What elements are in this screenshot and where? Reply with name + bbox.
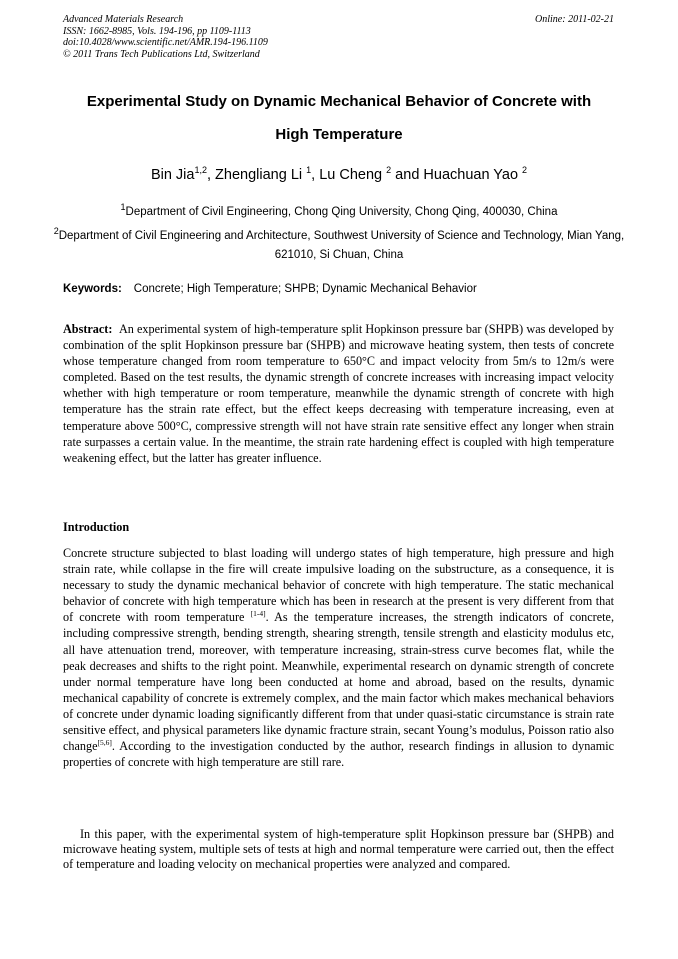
- introduction-paragraph-1: [63, 545, 614, 770]
- abstract-label: Abstract:: [63, 322, 113, 336]
- doi-line[interactable]: doi:10.4028/www.scientific.net/AMR.194-196.1109: [63, 37, 268, 48]
- intro-text: Concrete structure subjected to blast loading will undergo states of high temperature, high pressure and high strain rate, while collapse in the fire will create impulsive loading on the substructure, as a consequence, it is necessary to study the dynamic mechanical behavior of concrete with high temperature. The static mechanical behavior of concrete with high temperature which has been in research at the present is very different from that of concrete with room temperature: [63, 546, 614, 625]
- journal-header: [63, 14, 268, 60]
- affiliation-mark: 2: [53, 226, 59, 237]
- issn-line: ISSN: 1662-8985, Vols. 194-196, pp 1109-1113: [63, 25, 251, 37]
- affiliation-2: [40, 227, 638, 265]
- section-heading-introduction: Introduction: [63, 520, 130, 534]
- author-affiliation-mark: 1,2: [194, 165, 207, 176]
- author-affiliation-mark: 2: [522, 165, 528, 176]
- keywords-label: Keywords:: [63, 283, 122, 295]
- author-name: Bin Jia: [150, 167, 195, 183]
- keywords-text: Concrete; High Temperature; SHPB; Dynamic Mechanical Behavior: [133, 283, 477, 295]
- keywords: [63, 283, 623, 295]
- author-affiliation-mark: 1: [306, 165, 312, 176]
- copyright-line: © 2011 Trans Tech Publications Ltd, Switzerland: [63, 48, 260, 60]
- author-separator: and: [391, 167, 424, 183]
- author-separator: ,: [311, 167, 320, 183]
- journal-name: Advanced Materials Research: [63, 14, 184, 25]
- affiliation-text: Department of Civil Engineering and Architecture, Southwest University of Science and Technology, Mian Yang, 621010, Si Chuan, China: [58, 230, 625, 261]
- citation-ref[interactable]: [1-4]: [250, 609, 266, 619]
- affiliation-text: Department of Civil Engineering, Chong Qing University, Chong Qing, 400030, China: [125, 206, 558, 218]
- author-separator: ,: [206, 167, 216, 183]
- introduction-paragraph-2: In this paper, with the experimental system of high-temperature split Hopkinson pressure bar (SHPB) and microwave heating system, multiple sets of tests at high and normal temperature were carried out, then the effect of temperature and loading velocity on mechanical properties were analyzed and compared.: [63, 827, 614, 871]
- affiliation-1: [40, 203, 638, 222]
- abstract-text: An experimental system of high-temperature split Hopkinson pressure bar (SHPB) was developed by combination of the split Hopkinson pressure bar (SHPB) and microwave heating system, then tests of concrete whose temperature changed from room temperature to 650°C and impact velocity from 5m/s to 12m/s were completed. Based on the test results, the dynamic strength of concrete increases with increasing impact velocity whether with high temperature or room temperature, meanwhile the dynamic strength of concrete with high temperature has the strain rate effect, but the effect keeps decreasing with temperature increasing, even at temperature above 500°C, compressive strength will not have strain rate sensitive effect any longer when strain rate surpasses a certain value. In the meantime, the strain rate hardening effect is coupled with high temperature weakening effect, but the latter has greater influence.: [63, 322, 614, 465]
- author-name: Huachuan Yao: [423, 167, 523, 183]
- intro-text: . As the temperature increases, the strength indicators of concrete, including compressive strength, bending strength, shearing strength, tensile strength and elasticity modulus etc, all have attenuation trend, moreover, with temperature increasing, strain-stress curve becomes flat, while the peak decreases and shifts to the right point. Meanwhile, experimental research on dynamic strength of concrete under normal temperature have long been conducted at home and abroad, based on the results, dynamic mechanical capability of concrete is extremely complex, and the main factor which makes mechanical behaviors of concrete under dynamic loading significantly different from that under quasi-static circumstance is strain rate sensitive effect, and physical parameters like dynamic fracture strain, secant Young’s modulus, Poisson ratio also change: [63, 610, 614, 754]
- author-affiliation-mark: 2: [386, 165, 392, 176]
- citation-ref[interactable]: [5,6]: [97, 738, 112, 748]
- author-name: Lu Cheng: [319, 167, 387, 183]
- author-list: [40, 167, 638, 183]
- online-date: Online: 2011-02-21: [535, 14, 614, 25]
- author-name: Zhengliang Li: [215, 167, 307, 183]
- abstract-paragraph: [63, 321, 614, 466]
- paper-title-line-2: High Temperature: [275, 126, 403, 143]
- intro-text: . According to the investigation conducted by the author, research findings in allusion to dynamic properties of concrete with high temperature are still rare.: [63, 739, 614, 770]
- paper-title-line-1: Experimental Study on Dynamic Mechanical Behavior of Concrete with: [86, 93, 592, 110]
- affiliation-mark: 1: [120, 202, 126, 213]
